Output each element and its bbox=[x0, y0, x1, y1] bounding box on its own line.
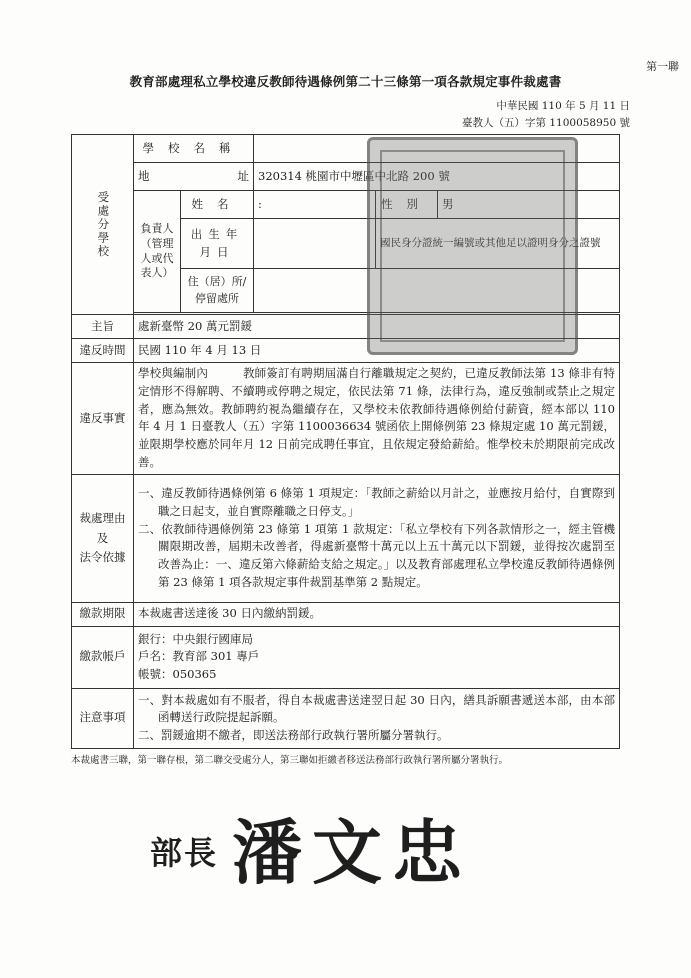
violation-time-label: 違反時間 bbox=[72, 339, 134, 363]
legal-basis-label: 裁處理由 及 法令依據 bbox=[72, 474, 134, 602]
payment-account-details bbox=[134, 626, 620, 688]
violation-time-value: 民國 110 年 4 月 13 日 bbox=[134, 339, 620, 363]
document-number: 臺教人（五）字第 1100058950 號 bbox=[462, 117, 630, 129]
payment-deadline-label: 繳款期限 bbox=[72, 602, 134, 626]
subject-label: 主旨 bbox=[72, 315, 134, 339]
gender-label: 性別 bbox=[376, 191, 438, 219]
address-label-left: 地 bbox=[138, 168, 150, 183]
birth-date-value bbox=[254, 219, 376, 269]
payment-account-number: 帳號：050365 bbox=[138, 667, 217, 682]
address-value: 320314 桃園市中壢區中北路 200 號 bbox=[254, 163, 620, 191]
note-item: 二、罰鍰逾期不繳者，即送法務部行政執行署所屬分署執行。 bbox=[138, 728, 449, 743]
legal-basis-item: 一、違反教師待遇條例第 6 條第 1 項規定：「教師之薪給以月計之，並應按月給付，自實際到職之日起支，並自實際離職之日停支。」 bbox=[138, 485, 615, 518]
issue-date: 中華民國 110 年 5 月 11 日 bbox=[496, 100, 630, 112]
notes-label: 注意事項 bbox=[72, 688, 134, 748]
legal-basis-text bbox=[134, 474, 620, 602]
document-title: 教育部處理私立學校違反教師待遇條例第二十三條第一項各款規定事件裁處書 bbox=[129, 74, 562, 89]
note-item: 一、對本裁處如有不服者，得自本裁處書送達翌日起 30 日內，繕具訴願書遞送本部，由本部函轉送行政院提起訴願。 bbox=[138, 692, 615, 725]
legal-basis-item: 二、依教師待遇條例第 23 條第 1 項第 1 款規定：「私立學校有下列各款情形之一，經主管機關限期改善，屆期未改善者，得處新臺幣十萬元以上五十萬元以下罰鍰，並得按次處罰至改善為止：一、違反第六條薪給支給之規定。」以及教育部處理私立學校違反教師待遇條例第 23 條第 1 項各款規定事件裁罰基準第 2 點規定。 bbox=[138, 521, 615, 589]
responsible-person-label: 負責人（管理人或代表人） bbox=[134, 191, 181, 313]
residence-label: 住（居）所/停留處所 bbox=[181, 269, 254, 313]
name-value: : bbox=[254, 191, 376, 219]
signature-name: 潘文忠 bbox=[232, 811, 472, 894]
id-number-label: 國民身分證統一編號或其他足以證明身分之證號 bbox=[376, 219, 620, 269]
notes-text bbox=[134, 688, 620, 748]
payment-deadline-value: 本裁處書送達後 30 日內繳納罰鍰。 bbox=[134, 602, 620, 626]
official-seal-stamp bbox=[367, 137, 578, 355]
subject-value: 處新臺幣 20 萬元罰鍰 bbox=[134, 315, 620, 339]
gender-value: 男 bbox=[438, 191, 620, 219]
footnote: 本裁處書三聯，第一聯存根，第二聯交受處分人，第三聯如拒繳者移送法務部行政執行署所屬分署執行。 bbox=[71, 755, 509, 766]
party-section-label: 受處分學校 bbox=[72, 135, 134, 315]
payment-holder: 戶名：教育部 301 專戶 bbox=[138, 649, 260, 664]
violation-facts-label: 違反事實 bbox=[72, 363, 134, 475]
address-label-right: 址 bbox=[237, 168, 249, 183]
address-label bbox=[134, 163, 254, 191]
name-label: 姓名 bbox=[181, 191, 254, 219]
payment-bank: 銀行：中央銀行國庫局 bbox=[138, 631, 253, 646]
signature-title: 部長 bbox=[150, 834, 219, 872]
copy-label: 第一聯 bbox=[646, 60, 679, 73]
birth-date-label: 出生年月日 bbox=[181, 219, 254, 269]
violation-facts-text: 學校與編制內 教師簽訂有聘期屆滿自行離職規定之契約，已違反教師法第 13 條非有特定情形不得解聘、不續聘或停聘之規定，依民法第 71 條，法律行為，違反強制或禁止之規定者，應為無效。教師聘約視為繼續存在，又學校未依教師待遇條例給付薪資，經本部以 110 年 4 月 1 日臺教人（五）字第 1100036634 號函依上開條例第 23 條規定處 10 萬元罰鍰，並限期學校應於同年月 12 日前完成聘任事宜，且依規定發給薪給。惟學校未於期限前完成改善。 bbox=[134, 363, 620, 475]
school-name-label: 學校名稱 bbox=[134, 135, 254, 163]
payment-account-label: 繳款帳戶 bbox=[72, 626, 134, 688]
